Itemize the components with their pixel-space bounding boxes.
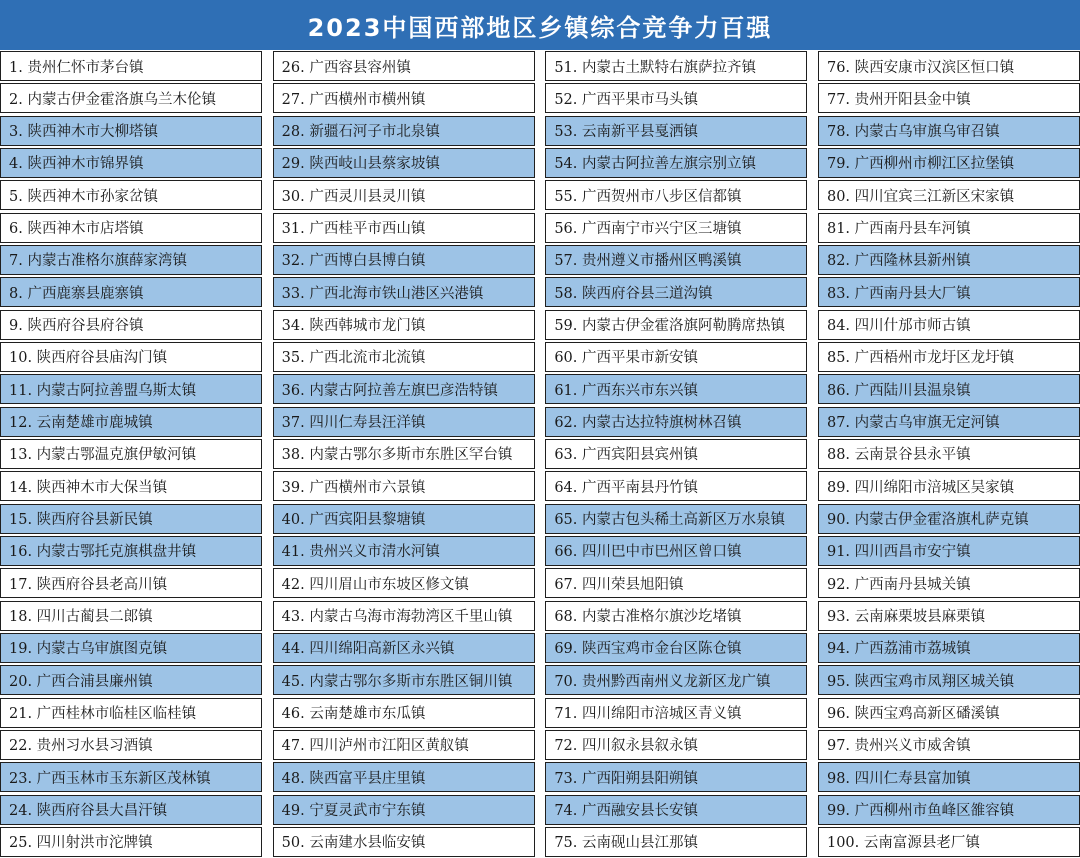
ranking-cell: 96. 陕西宝鸡高新区磻溪镇 (818, 698, 1080, 728)
ranking-cell: 15. 陕西府谷县新民镇 (0, 504, 262, 534)
ranking-cell: 8. 广西鹿寨县鹿寨镇 (0, 277, 262, 307)
ranking-cell: 77. 贵州开阳县金中镇 (818, 83, 1080, 113)
ranking-cell: 63. 广西宾阳县宾州镇 (545, 439, 807, 469)
ranking-cell: 24. 陕西府谷县大昌汗镇 (0, 795, 262, 825)
ranking-cell: 5. 陕西神木市孙家岔镇 (0, 180, 262, 210)
ranking-cell: 65. 内蒙古包头稀土高新区万水泉镇 (545, 504, 807, 534)
ranking-cell: 10. 陕西府谷县庙沟门镇 (0, 342, 262, 372)
ranking-cell: 88. 云南景谷县永平镇 (818, 439, 1080, 469)
ranking-cell: 74. 广西融安县长安镇 (545, 795, 807, 825)
ranking-cell: 35. 广西北流市北流镇 (273, 342, 535, 372)
ranking-cell: 60. 广西平果市新安镇 (545, 342, 807, 372)
ranking-cell: 87. 内蒙古乌审旗无定河镇 (818, 407, 1080, 437)
ranking-cell: 58. 陕西府谷县三道沟镇 (545, 277, 807, 307)
ranking-cell: 26. 广西容县容州镇 (273, 51, 535, 81)
ranking-cell: 86. 广西陆川县温泉镇 (818, 374, 1080, 404)
ranking-cell: 44. 四川绵阳高新区永兴镇 (273, 633, 535, 663)
ranking-cell: 84. 四川什邡市师古镇 (818, 310, 1080, 340)
ranking-cell: 18. 四川古蔺县二郎镇 (0, 601, 262, 631)
ranking-table (0, 51, 1080, 857)
ranking-cell: 33. 广西北海市铁山港区兴港镇 (273, 277, 535, 307)
ranking-cell: 94. 广西荔浦市荔城镇 (818, 633, 1080, 663)
ranking-cell: 29. 陕西岐山县蔡家坡镇 (273, 148, 535, 178)
ranking-cell: 34. 陕西韩城市龙门镇 (273, 310, 535, 340)
ranking-cell: 2. 内蒙古伊金霍洛旗乌兰木伦镇 (0, 83, 262, 113)
ranking-cell: 40. 广西宾阳县黎塘镇 (273, 504, 535, 534)
ranking-cell: 43. 内蒙古乌海市海勃湾区千里山镇 (273, 601, 535, 631)
ranking-cell: 49. 宁夏灵武市宁东镇 (273, 795, 535, 825)
ranking-cell: 90. 内蒙古伊金霍洛旗札萨克镇 (818, 504, 1080, 534)
ranking-cell: 14. 陕西神木市大保当镇 (0, 471, 262, 501)
ranking-cell: 23. 广西玉林市玉东新区茂林镇 (0, 762, 262, 792)
ranking-cell: 11. 内蒙古阿拉善盟乌斯太镇 (0, 374, 262, 404)
ranking-cell: 68. 内蒙古准格尔旗沙圪堵镇 (545, 601, 807, 631)
ranking-cell: 3. 陕西神木市大柳塔镇 (0, 116, 262, 146)
ranking-column (0, 51, 262, 857)
ranking-cell: 1. 贵州仁怀市茅台镇 (0, 51, 262, 81)
ranking-cell: 39. 广西横州市六景镇 (273, 471, 535, 501)
ranking-cell: 6. 陕西神木市店塔镇 (0, 213, 262, 243)
ranking-cell: 72. 四川叙永县叙永镇 (545, 730, 807, 760)
ranking-column (273, 51, 535, 857)
ranking-cell: 95. 陕西宝鸡市凤翔区城关镇 (818, 665, 1080, 695)
ranking-cell: 73. 广西阳朔县阳朔镇 (545, 762, 807, 792)
title-bar (0, 0, 1080, 50)
ranking-cell: 17. 陕西府谷县老高川镇 (0, 568, 262, 598)
ranking-cell: 28. 新疆石河子市北泉镇 (273, 116, 535, 146)
ranking-cell: 46. 云南楚雄市东瓜镇 (273, 698, 535, 728)
ranking-cell: 25. 四川射洪市沱牌镇 (0, 827, 262, 857)
ranking-cell: 31. 广西桂平市西山镇 (273, 213, 535, 243)
ranking-cell: 52. 广西平果市马头镇 (545, 83, 807, 113)
ranking-cell: 13. 内蒙古鄂温克旗伊敏河镇 (0, 439, 262, 469)
ranking-cell: 61. 广西东兴市东兴镇 (545, 374, 807, 404)
ranking-column (818, 51, 1080, 857)
ranking-column (545, 51, 807, 857)
ranking-cell: 32. 广西博白县博白镇 (273, 245, 535, 275)
ranking-cell: 99. 广西柳州市鱼峰区雒容镇 (818, 795, 1080, 825)
ranking-cell: 91. 四川西昌市安宁镇 (818, 536, 1080, 566)
ranking-cell: 59. 内蒙古伊金霍洛旗阿勒腾席热镇 (545, 310, 807, 340)
ranking-cell: 69. 陕西宝鸡市金台区陈仓镇 (545, 633, 807, 663)
page-title: 2023中国西部地区乡镇综合竞争力百强 (307, 13, 773, 42)
ranking-cell: 92. 广西南丹县城关镇 (818, 568, 1080, 598)
ranking-cell: 38. 内蒙古鄂尔多斯市东胜区罕台镇 (273, 439, 535, 469)
ranking-cell: 76. 陕西安康市汉滨区恒口镇 (818, 51, 1080, 81)
ranking-cell: 97. 贵州兴义市威舍镇 (818, 730, 1080, 760)
ranking-cell: 82. 广西隆林县新州镇 (818, 245, 1080, 275)
ranking-cell: 22. 贵州习水县习酒镇 (0, 730, 262, 760)
ranking-cell: 36. 内蒙古阿拉善左旗巴彦浩特镇 (273, 374, 535, 404)
ranking-cell: 85. 广西梧州市龙圩区龙圩镇 (818, 342, 1080, 372)
ranking-cell: 47. 四川泸州市江阳区黄舣镇 (273, 730, 535, 760)
ranking-cell: 89. 四川绵阳市涪城区吴家镇 (818, 471, 1080, 501)
ranking-cell: 42. 四川眉山市东坡区修文镇 (273, 568, 535, 598)
ranking-cell: 9. 陕西府谷县府谷镇 (0, 310, 262, 340)
ranking-cell: 70. 贵州黔西南州义龙新区龙广镇 (545, 665, 807, 695)
ranking-cell: 67. 四川荣县旭阳镇 (545, 568, 807, 598)
ranking-cell: 66. 四川巴中市巴州区曾口镇 (545, 536, 807, 566)
ranking-cell: 19. 内蒙古乌审旗图克镇 (0, 633, 262, 663)
ranking-cell: 16. 内蒙古鄂托克旗棋盘井镇 (0, 536, 262, 566)
ranking-cell: 20. 广西合浦县廉州镇 (0, 665, 262, 695)
ranking-cell: 30. 广西灵川县灵川镇 (273, 180, 535, 210)
ranking-cell: 98. 四川仁寿县富加镇 (818, 762, 1080, 792)
ranking-cell: 56. 广西南宁市兴宁区三塘镇 (545, 213, 807, 243)
ranking-cell: 50. 云南建水县临安镇 (273, 827, 535, 857)
ranking-cell: 100. 云南富源县老厂镇 (818, 827, 1080, 857)
ranking-cell: 41. 贵州兴义市清水河镇 (273, 536, 535, 566)
ranking-cell: 71. 四川绵阳市涪城区青义镇 (545, 698, 807, 728)
ranking-cell: 27. 广西横州市横州镇 (273, 83, 535, 113)
ranking-cell: 21. 广西桂林市临桂区临桂镇 (0, 698, 262, 728)
ranking-cell: 78. 内蒙古乌审旗乌审召镇 (818, 116, 1080, 146)
ranking-cell: 79. 广西柳州市柳江区拉堡镇 (818, 148, 1080, 178)
ranking-cell: 53. 云南新平县戛洒镇 (545, 116, 807, 146)
ranking-cell: 83. 广西南丹县大厂镇 (818, 277, 1080, 307)
ranking-cell: 48. 陕西富平县庄里镇 (273, 762, 535, 792)
ranking-cell: 57. 贵州遵义市播州区鸭溪镇 (545, 245, 807, 275)
ranking-cell: 80. 四川宜宾三江新区宋家镇 (818, 180, 1080, 210)
ranking-cell: 93. 云南麻栗坡县麻栗镇 (818, 601, 1080, 631)
ranking-cell: 37. 四川仁寿县汪洋镇 (273, 407, 535, 437)
ranking-cell: 81. 广西南丹县车河镇 (818, 213, 1080, 243)
ranking-cell: 62. 内蒙古达拉特旗树林召镇 (545, 407, 807, 437)
ranking-cell: 55. 广西贺州市八步区信都镇 (545, 180, 807, 210)
ranking-cell: 7. 内蒙古准格尔旗薛家湾镇 (0, 245, 262, 275)
ranking-cell: 12. 云南楚雄市鹿城镇 (0, 407, 262, 437)
ranking-cell: 4. 陕西神木市锦界镇 (0, 148, 262, 178)
ranking-cell: 45. 内蒙古鄂尔多斯市东胜区铜川镇 (273, 665, 535, 695)
ranking-cell: 64. 广西平南县丹竹镇 (545, 471, 807, 501)
ranking-cell: 51. 内蒙古土默特右旗萨拉齐镇 (545, 51, 807, 81)
ranking-cell: 75. 云南砚山县江那镇 (545, 827, 807, 857)
ranking-cell: 54. 内蒙古阿拉善左旗宗别立镇 (545, 148, 807, 178)
